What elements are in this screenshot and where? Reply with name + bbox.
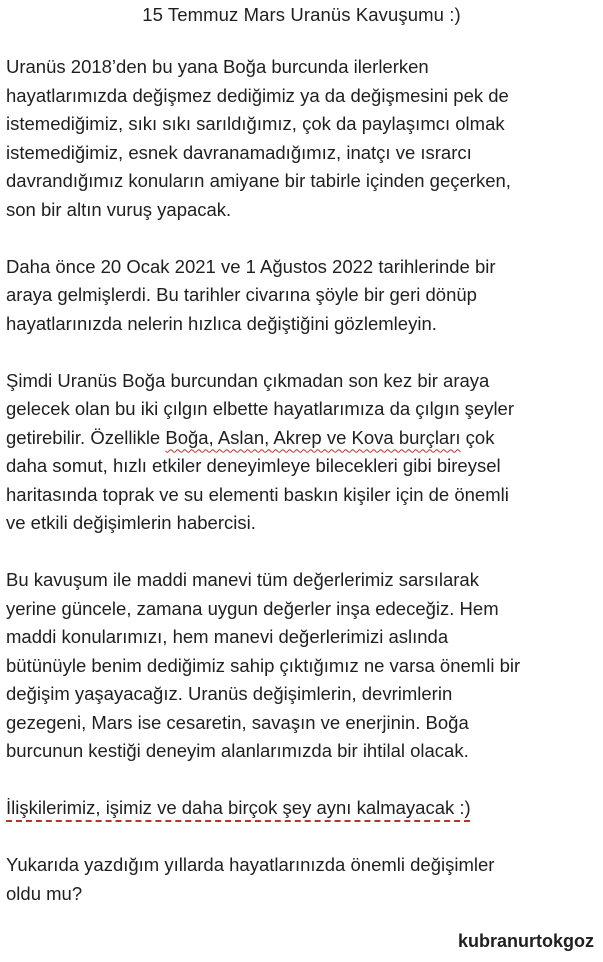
text-line: istemediğimiz, sıkı sıkı sarıldığımız, çok da paylaşımcı olmak [6,113,505,134]
text-line: daha somut, hızlı etkiler deneyimleye bilecekleri gibi bireysel [6,455,501,476]
text-line: hayatlarımızda değişmez dediğimiz ya da değişmesini pek de [6,84,509,106]
paragraph-uranus-taurus [6,53,598,224]
paragraph-affected-signs [6,367,598,538]
text-line: istemediğimiz, esnek davranamadığımız, inatçı ve ısrarcı [6,141,472,163]
text-line: davrandığımız konuların amiyane bir tabirle içinden geçerken, [6,170,511,191]
text-line: Şimdi Uranüs Boğa burcundan çıkmadan son kez bir araya [6,369,490,391]
text-line: burcunun kestiği deneyim alanlarımızda bir ihtilal olacak. [6,740,469,761]
text-line: yerine güncele, zamana uygun değerler inşa edeceğiz. Hem [6,597,499,619]
text-line: maddi konularımızı, hem manevi değerlerimizi aslında [6,626,449,647]
text-line: Yukarıda yazdığım yıllarda hayatlarınızda önemli değişimler [6,854,495,875]
text-line: Uranüs 2018’den bu yana Boğa burcunda ilerlerken [6,56,429,77]
text-line: son bir altın vuruş yapacak. [6,198,232,220]
text-line: değişim yaşayacağız. Uranüs değişimlerin, devrimlerin [6,683,453,704]
text-line: ve etkili değişimlerin habercisi. [6,512,256,533]
note-title: 15 Temmuz Mars Uranüs Kavuşumu :) [142,4,461,25]
text-line [6,424,598,453]
text-line: gezegeni, Mars ise cesaretin, savaşın ve enerjinin. Boğa [6,711,469,733]
author-signature: kubranurtokgoz [457,931,594,951]
text-line: araya gelmişlerdi. Bu tarihler civarına şöyle bir geri dönüp [6,284,477,305]
paragraph-question [6,851,598,908]
text-line: Bu kavuşum ile maddi manevi tüm değerlerimiz sarsılarak [6,569,479,590]
text-line: hayatlarınızda nelerin hızlıca değiştiğini gözlemleyin. [6,312,437,334]
paragraph-values [6,566,598,766]
paragraph-emphasis [6,794,598,823]
note-body [6,53,598,937]
text-line: bütünüyle benim dediğimiz sahip çıktığımız ne varsa önemli bir [6,654,521,676]
text-line: Daha önce 20 Ocak 2021 ve 1 Ağustos 2022 tarihlerinde bir [6,255,496,277]
text-fragment: çok [465,426,495,448]
text-line [6,794,598,823]
paragraph-previous-dates [6,253,598,339]
highlighted-signs: Boğa, Aslan, Akrep ve Kova burçları [165,426,461,448]
text-line: oldu mu? [6,882,83,904]
underlined-statement: İlişkilerimiz, işimiz ve daha birçok şey aynı kalmayacak :) [6,797,471,818]
text-line: haritasında toprak ve su elementi baskın kişiler için de önemli [6,483,509,505]
text-fragment: getirebilir. Özellikle [6,426,161,448]
text-line: gelecek olan bu iki çılgın elbette hayatlarımıza da çılgın şeyler [6,398,515,419]
